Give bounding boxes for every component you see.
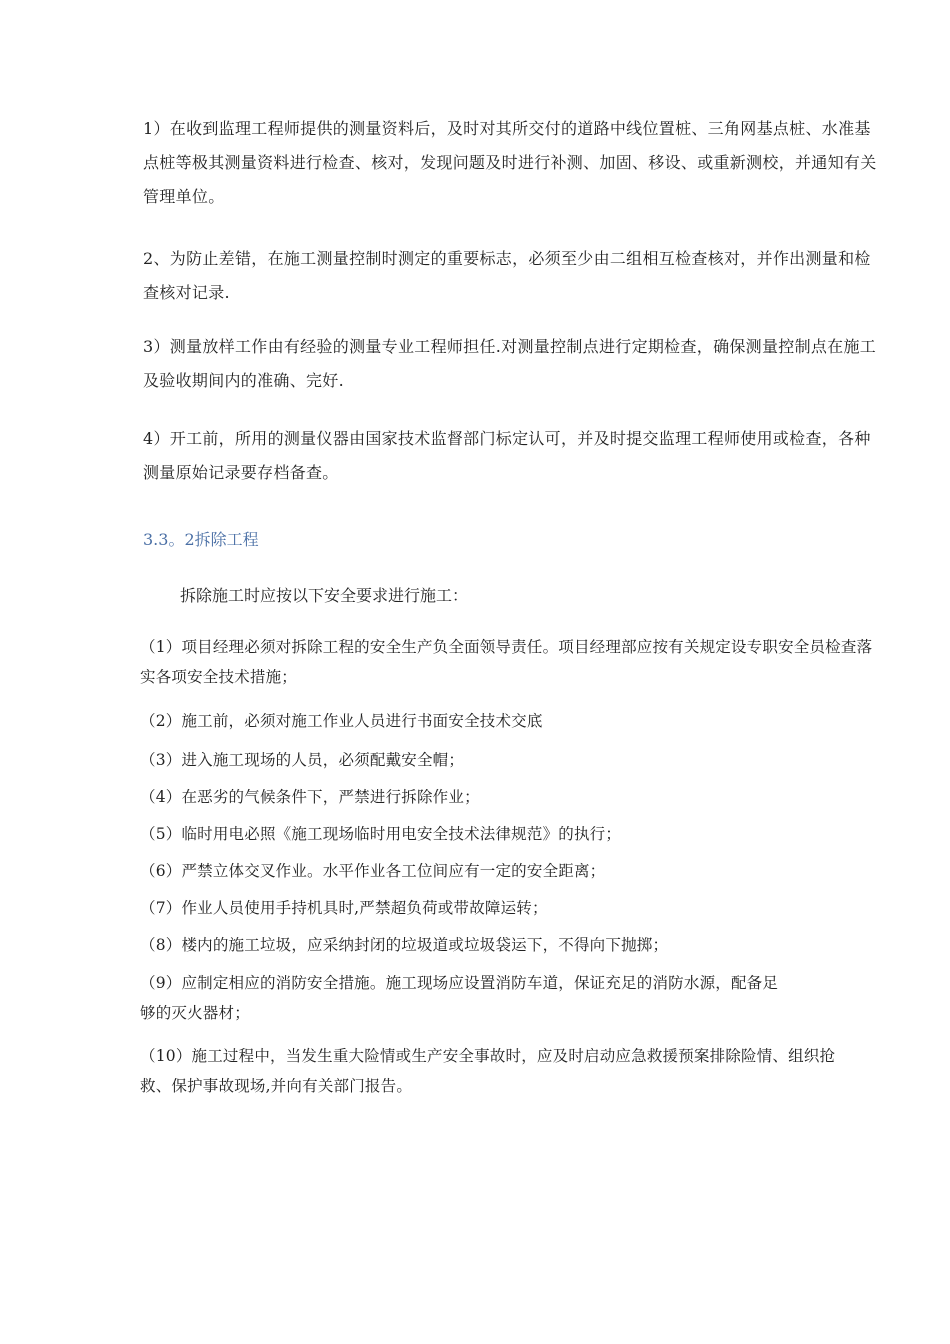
paragraph-1: 1）在收到监理工程师提供的测量资料后，及时对其所交付的道路中线位置桩、三角网基点桩、水准基点桩等极其测量资料进行检查、核对，发现问题及时进行补测、加固、移设、或重新测校，并通知有关管理单位。	[143, 119, 877, 206]
list-item: （4）在恶劣的气候条件下，严禁进行拆除作业；	[140, 788, 480, 806]
list-item: （5）临时用电必照《施工现场临时用电安全技术法律规范》的执行；	[140, 825, 622, 843]
paragraph-4: 4）开工前，所用的测量仪器由国家技术监督部门标定认可，并及时提交监理工程师使用或检查，各种测量原始记录要存档备查。	[143, 429, 871, 482]
list-item: （1）项目经理必须对拆除工程的安全生产负全面领导责任。项目经理部应按有关规定设专职安全员检查落实各项安全技术措施；	[140, 638, 873, 686]
paragraph-3: 3）测量放样工作由有经验的测量专业工程师担任.对测量控制点进行定期检查，确保测量控制点在施工及验收期间内的准确、完好.	[143, 337, 877, 390]
list-item: （2）施工前，必须对施工作业人员进行书面安全技术交底	[140, 712, 543, 730]
list-item: （7）作业人员使用手持机具时,严禁超负荷或带故障运转；	[140, 899, 548, 917]
list-item: （9）应制定相应的消防安全措施。施工现场应设置消防车道，保证充足的消防水源，配备足够的灭火器材；	[140, 974, 779, 1022]
section-intro: 拆除施工时应按以下安全要求进行施工：	[180, 586, 469, 605]
list-item: （8）楼内的施工垃圾，应采纳封闭的垃圾道或垃圾袋运下，不得向下抛掷；	[140, 936, 669, 954]
paragraph-2: 2、为防止差错，在施工测量控制时测定的重要标志，必须至少由二组相互检查核对，并作出测量和检查核对记录.	[143, 249, 871, 302]
section-heading: 3.3。2拆除工程	[143, 530, 259, 549]
list-item: （3）进入施工现场的人员，必须配戴安全帽；	[140, 751, 465, 769]
list-item: （6）严禁立体交叉作业。水平作业各工位间应有一定的安全距离；	[140, 862, 606, 880]
list-item: （10）施工过程中，当发生重大险情或生产安全事故时，应及时启动应急救援预案排除险情、组织抢救、保护事故现场,并向有关部门报告。	[140, 1047, 836, 1095]
